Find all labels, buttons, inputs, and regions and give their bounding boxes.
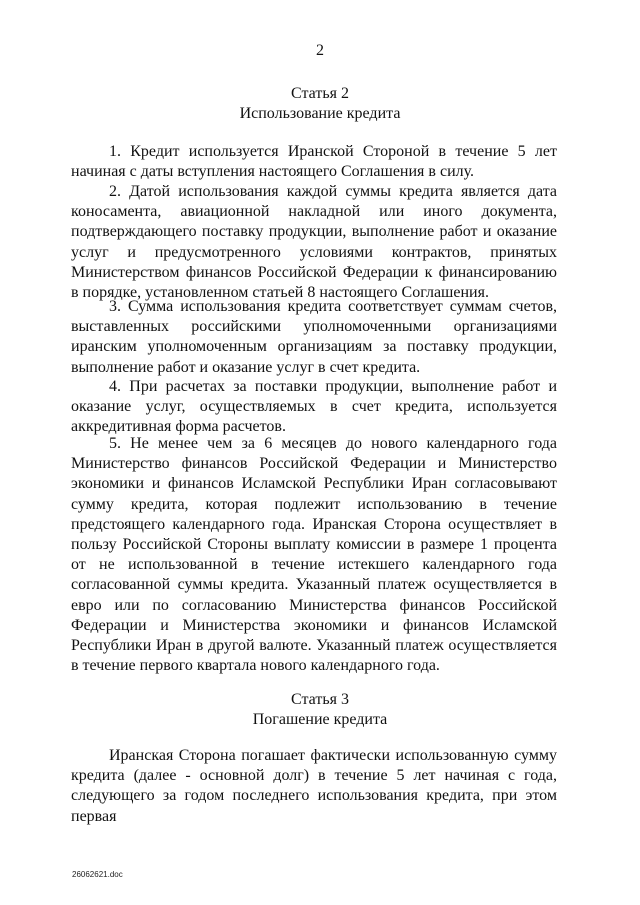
article-2-subtitle: Использование кредита xyxy=(239,105,401,122)
article-3-subtitle: Погашение кредита xyxy=(252,711,388,728)
article-3-paragraph-1: Иранская Сторона погашает фактически использованную сумму кредита (далее - основной долг) в течение 5 лет начиная с года, следующего за годом последнего использования кредита, при этом первая xyxy=(71,747,557,825)
article-2-paragraph-5: 5. Не менее чем за 6 месяцев до нового календарного года Министерство финансов Российской Федерации и Министерство экономики и финансов Исламской Республики Иран согласовывают сумму кредита, которая подлежит использованию в течение предстоящего календарного года. Иранская Сторона осуществляет в пользу Российской Стороны выплату комиссии в размере 1 процента от не использованной в течение истекшего календарного года согласованной суммы кредита. Указанный платеж осуществляется в евро или по согласованию Министерства финансов Российской Федерации и Министерства экономики и финансов Исламской Республики Иран в другой валюте. Указанный платеж осуществляется в течение первого квартала нового календарного года. xyxy=(71,435,557,675)
article-2-paragraph-3: 3. Сумма использования кредита соответствует суммам счетов, выставленных российскими уполномоченными организациями иранским уполномоченным организациям за поставку продукции, выполнение работ и оказание услуг в счет кредита. xyxy=(71,298,557,376)
page-number: 2 xyxy=(316,42,324,59)
document-filename-footer: 26062621.doc xyxy=(72,870,123,879)
article-2-paragraph-4: 4. При расчетах за поставки продукции, выполнение работ и оказание услуг, осуществляемых в счет кредита, используется аккредитивная форма расчетов. xyxy=(71,378,557,436)
article-2-paragraph-2: 2. Датой использования каждой суммы кредита является дата коносамента, авиационной накладной или иного документа, подтверждающего поставку продукции, выполнение работ и оказание услуг и предусмотренного условиями контрактов, принятых Министерством финансов Российской Федерации к финансированию в порядке, установленном статьей 8 настоящего Соглашения. xyxy=(71,183,557,302)
article-3-title: Статья 3 xyxy=(291,691,349,708)
article-2-paragraph-1: 1. Кредит используется Иранской Стороной в течение 5 лет начиная с даты вступления настоящего Соглашения в силу. xyxy=(71,143,557,181)
article-2-title: Статья 2 xyxy=(291,85,349,102)
